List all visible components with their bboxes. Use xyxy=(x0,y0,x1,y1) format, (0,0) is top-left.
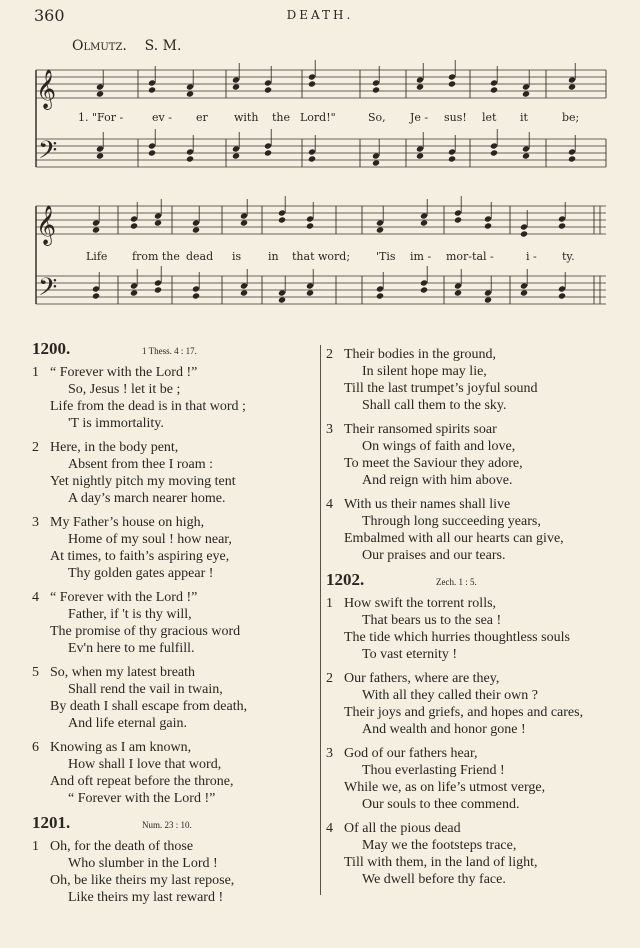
verse-text: And reign with him above. xyxy=(362,473,513,488)
scripture-ref: Num. 23 : 10. xyxy=(142,820,192,830)
verse-text: Till with them, in the land of light, xyxy=(344,855,538,870)
page-number: 360 xyxy=(34,6,65,25)
verse-line xyxy=(326,745,626,762)
lyric-syllable: ty. xyxy=(562,250,575,263)
tune-name: Olmutz. xyxy=(72,38,127,54)
verse-text: So, Jesus ! let it be ; xyxy=(68,382,181,397)
stanza-number: 2 xyxy=(326,347,333,362)
note-head xyxy=(416,152,424,159)
verse-text: “ Forever with the Lord !” xyxy=(50,365,198,380)
verse-text: Who slumber in the Lord ! xyxy=(68,856,218,871)
verse-line xyxy=(326,595,626,612)
stanza-number: 3 xyxy=(326,422,333,437)
verse-line xyxy=(32,698,317,715)
left-column xyxy=(32,340,317,913)
verse-line xyxy=(326,871,626,888)
clef: 𝄞 xyxy=(36,205,57,245)
stanza xyxy=(32,838,317,906)
note-head xyxy=(264,86,272,93)
note-head xyxy=(278,296,286,303)
verse-line xyxy=(32,415,317,432)
stanza xyxy=(326,421,626,489)
verse-line xyxy=(32,473,317,490)
note-head xyxy=(264,149,272,156)
verse-text: So, when my latest breath xyxy=(50,665,196,680)
note-head xyxy=(232,83,240,90)
verse-text: Their ransomed spirits soar xyxy=(344,422,497,437)
verse-line xyxy=(32,364,317,381)
verse-line xyxy=(32,773,317,790)
hymn-1202 xyxy=(326,571,626,888)
note-head xyxy=(148,86,156,93)
verse-line xyxy=(326,496,626,513)
note-head xyxy=(130,222,138,229)
lyric-syllable: 'Tis xyxy=(376,250,396,263)
verse-line xyxy=(326,363,626,380)
verse-line xyxy=(32,889,317,906)
verse-line xyxy=(326,646,626,663)
verse-text: The tide which hurries thoughtless souls xyxy=(344,630,570,645)
note-head xyxy=(232,152,240,159)
note-head xyxy=(306,222,314,229)
stanza xyxy=(32,439,317,507)
verse-text: Oh, be like theirs my last repose, xyxy=(50,873,235,888)
note-head xyxy=(420,219,428,226)
stanza-number: 3 xyxy=(326,746,333,761)
hymn-number: 1202. xyxy=(326,570,365,589)
tune-meter: S. M. xyxy=(144,38,182,54)
verse-text: Through long succeeding years, xyxy=(362,514,541,529)
note-head xyxy=(130,289,138,296)
verse-line xyxy=(32,640,317,657)
verse-line xyxy=(326,837,626,854)
right-column xyxy=(326,346,626,895)
note-head xyxy=(568,83,576,90)
verse-text: Till the last trumpet’s joyful sound xyxy=(344,381,538,396)
verse-text: On wings of faith and love, xyxy=(362,439,516,454)
running-header: DEATH. xyxy=(286,8,354,22)
stanza xyxy=(326,745,626,813)
note-head xyxy=(454,289,462,296)
verse-line xyxy=(326,721,626,738)
verse-line xyxy=(32,756,317,773)
hymn-1200 xyxy=(32,340,317,807)
lyric-syllable: in xyxy=(268,250,279,263)
stanza xyxy=(326,595,626,663)
verse-line xyxy=(32,838,317,855)
verse-line xyxy=(326,854,626,871)
stanza-number: 1 xyxy=(326,596,333,611)
verse-line xyxy=(326,796,626,813)
note-head xyxy=(558,292,566,299)
verse-text: Knowing as I am known, xyxy=(50,740,192,755)
lyric-syllable: Lord!" xyxy=(300,111,336,124)
verse-text: Father, if 't is thy will, xyxy=(68,607,192,622)
verse-line xyxy=(32,589,317,606)
verse-text: Our souls to thee commend. xyxy=(362,797,520,812)
verse-line xyxy=(32,490,317,507)
lyric-syllable: is xyxy=(232,250,242,263)
verse-text: Here, in the body pent, xyxy=(50,440,179,455)
stanza xyxy=(326,670,626,738)
verse-text: The promise of thy gracious word xyxy=(50,624,241,639)
note-head xyxy=(306,289,314,296)
verse-text: Home of my soul ! how near, xyxy=(68,532,232,547)
verse-text: Yet nightly pitch my moving tent xyxy=(50,474,236,489)
note-head xyxy=(240,289,248,296)
hymn-number: 1201. xyxy=(32,813,71,832)
verse-text: And wealth and honor gone ! xyxy=(362,722,526,737)
note-head xyxy=(520,230,528,237)
note-head xyxy=(92,292,100,299)
verse-line xyxy=(32,565,317,582)
note-head xyxy=(558,222,566,229)
note-head xyxy=(416,83,424,90)
lyric-syllable: Life xyxy=(86,250,108,263)
verse-line xyxy=(326,670,626,687)
verse-line xyxy=(326,820,626,837)
verse-text: “ Forever with the Lord !” xyxy=(50,590,198,605)
verse-line xyxy=(32,681,317,698)
note-head xyxy=(186,90,194,97)
lyric-syllable: 1. "For - xyxy=(78,111,124,124)
verse-line xyxy=(326,455,626,472)
note-head xyxy=(186,155,194,162)
verse-text: That bears us to the sea ! xyxy=(362,613,502,628)
stanza-number: 5 xyxy=(32,665,39,680)
note-head xyxy=(520,289,528,296)
verse-line xyxy=(32,381,317,398)
note-head xyxy=(278,216,286,223)
verse-line xyxy=(326,530,626,547)
lyric-syllable: Je - xyxy=(410,111,429,124)
lyric-syllable: be; xyxy=(562,111,580,124)
note-head xyxy=(372,86,380,93)
note-head xyxy=(420,286,428,293)
lyric-syllable: with xyxy=(234,111,259,124)
verse-line xyxy=(32,514,317,531)
verse-text: And life eternal gain. xyxy=(68,716,187,731)
note-head xyxy=(192,226,200,233)
lyric-syllable: im - xyxy=(410,250,432,263)
verse-line xyxy=(32,739,317,756)
note-head xyxy=(92,226,100,233)
lyric-syllable: ev - xyxy=(152,111,172,124)
verse-text: With all they called their own ? xyxy=(362,688,538,703)
lyric-syllable: the xyxy=(272,111,291,124)
lyric-syllable: that word; xyxy=(292,250,351,263)
note-head xyxy=(484,222,492,229)
scripture-ref: Zech. 1 : 5. xyxy=(436,577,477,587)
verse-line xyxy=(32,398,317,415)
verse-text: Our fathers, where are they, xyxy=(344,671,500,686)
note-head xyxy=(484,296,492,303)
stanza-number: 4 xyxy=(326,497,333,512)
verse-line xyxy=(326,629,626,646)
verse-line xyxy=(326,687,626,704)
lyric-syllable: er xyxy=(196,111,208,124)
stanza xyxy=(32,664,317,732)
note-head xyxy=(240,219,248,226)
verse-text: Thou everlasting Friend ! xyxy=(362,763,505,778)
stanza xyxy=(32,364,317,432)
note-head xyxy=(372,159,380,166)
note-head xyxy=(308,155,316,162)
clef: 𝄞 xyxy=(36,69,57,109)
verse-text: With us their names shall live xyxy=(344,497,511,512)
note-head xyxy=(308,80,316,87)
verse-text: Like theirs my last reward ! xyxy=(68,890,224,905)
verse-line xyxy=(32,790,317,807)
note-head xyxy=(522,90,530,97)
verse-line xyxy=(32,548,317,565)
verse-text: To vast eternity ! xyxy=(362,647,458,662)
note-head xyxy=(376,226,384,233)
verse-text: In silent hope may lie, xyxy=(362,364,487,379)
verse-line xyxy=(326,762,626,779)
verse-line xyxy=(32,439,317,456)
verse-line xyxy=(326,346,626,363)
note-head xyxy=(490,149,498,156)
note-head xyxy=(448,155,456,162)
verse-line xyxy=(326,547,626,564)
verse-text: How swift the torrent rolls, xyxy=(344,596,497,611)
stanza-number: 4 xyxy=(326,821,333,836)
verse-text: Of all the pious dead xyxy=(344,821,461,836)
lyric-syllable: let xyxy=(482,111,497,124)
stanza-number: 4 xyxy=(32,590,39,605)
verse-line xyxy=(32,855,317,872)
stanza-number: 2 xyxy=(32,440,39,455)
verse-text: Shall rend the vail in twain, xyxy=(68,682,223,697)
verse-text: A day’s march nearer home. xyxy=(68,491,226,506)
verse-text: Life from the dead is in that word ; xyxy=(50,399,246,414)
stanza xyxy=(32,589,317,657)
note-head xyxy=(96,90,104,97)
note-head xyxy=(448,80,456,87)
verse-text: Shall call them to the sky. xyxy=(362,398,507,413)
verse-text: How shall I love that word, xyxy=(68,757,222,772)
verse-text: Our praises and our tears. xyxy=(362,548,506,563)
verse-text: Their joys and griefs, and hopes and cares, xyxy=(344,705,584,720)
stanza-number: 3 xyxy=(32,515,39,530)
verse-text: While we, as on life’s utmost verge, xyxy=(344,780,546,795)
verse-text: To meet the Saviour they adore, xyxy=(344,456,523,471)
verse-line xyxy=(326,704,626,721)
verse-text: “ Forever with the Lord !” xyxy=(68,791,216,806)
lyric-syllable: i - xyxy=(526,250,537,263)
verse-line xyxy=(32,872,317,889)
hymn-1201 xyxy=(32,814,317,906)
verse-text: And oft repeat before the throne, xyxy=(50,774,234,789)
verse-line xyxy=(326,612,626,629)
stanza xyxy=(326,496,626,564)
stanza-number: 2 xyxy=(326,671,333,686)
verse-text: My Father’s house on high, xyxy=(50,515,205,530)
stanza xyxy=(326,346,626,414)
note-head xyxy=(192,292,200,299)
hymn-number: 1200. xyxy=(32,339,71,358)
verse-text: Embalmed with all our hearts can give, xyxy=(344,531,564,546)
stanza xyxy=(32,514,317,582)
note-head xyxy=(490,86,498,93)
stanza-number: 1 xyxy=(32,365,39,380)
lyric-syllable: dead xyxy=(186,250,214,263)
note-head xyxy=(376,292,384,299)
stanza xyxy=(326,820,626,888)
scripture-ref: 1 Thess. 4 : 17. xyxy=(142,346,197,356)
stanza xyxy=(32,739,317,807)
verse-line xyxy=(32,456,317,473)
verse-line xyxy=(32,715,317,732)
verse-line xyxy=(326,380,626,397)
verse-line xyxy=(326,421,626,438)
verse-line xyxy=(326,513,626,530)
clef: 𝄢 xyxy=(38,273,58,308)
note-head xyxy=(154,286,162,293)
verse-text: 'T is immortality. xyxy=(68,416,164,431)
column-divider xyxy=(320,345,321,895)
verse-text: Ev'n here to me fulfill. xyxy=(68,641,195,656)
verse-line xyxy=(32,606,317,623)
lyric-syllable: from the xyxy=(132,250,180,263)
verse-line xyxy=(326,472,626,489)
verse-line xyxy=(32,664,317,681)
verse-line xyxy=(326,397,626,414)
lyric-syllable: mor-tal - xyxy=(446,250,494,263)
clef: 𝄢 xyxy=(38,136,58,171)
note-head xyxy=(568,155,576,162)
music-score xyxy=(0,0,640,330)
note-head xyxy=(154,219,162,226)
lyric-syllable: So, xyxy=(368,111,386,124)
verse-text: Oh, for the death of those xyxy=(50,839,194,854)
note-head xyxy=(148,149,156,156)
note-head xyxy=(522,152,530,159)
verse-line xyxy=(326,438,626,455)
verse-text: At times, to faith’s aspiring eye, xyxy=(50,549,230,564)
verse-text: Thy golden gates appear ! xyxy=(68,566,214,581)
verse-text: By death I shall escape from death, xyxy=(50,699,248,714)
stanza-number: 1 xyxy=(32,839,39,854)
verse-text: Their bodies in the ground, xyxy=(344,347,497,362)
verse-line xyxy=(326,779,626,796)
verse-text: God of our fathers hear, xyxy=(344,746,478,761)
verse-text: We dwell before thy face. xyxy=(362,872,506,887)
verse-text: Absent from thee I roam : xyxy=(68,457,214,472)
lyric-syllable: sus! xyxy=(444,111,467,124)
verse-line xyxy=(32,531,317,548)
stanza-number: 6 xyxy=(32,740,39,755)
verse-line xyxy=(32,623,317,640)
note-head xyxy=(454,216,462,223)
note-head xyxy=(96,152,104,159)
lyric-syllable: it xyxy=(520,111,528,124)
verse-text: May we the footsteps trace, xyxy=(362,838,517,853)
